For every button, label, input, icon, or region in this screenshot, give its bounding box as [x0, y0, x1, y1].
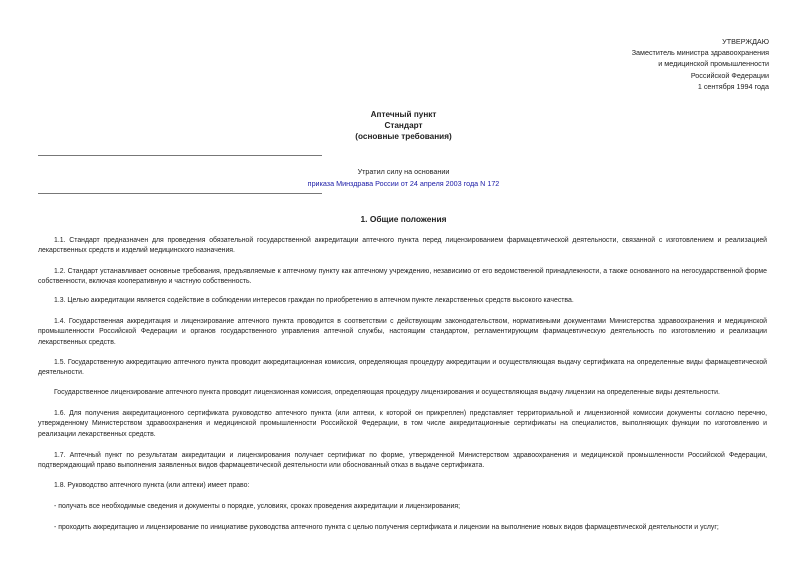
- title-line: Стандарт: [384, 121, 423, 130]
- divider-bottom: [38, 193, 322, 194]
- paragraph-1-6: 1.6. Для получения аккредитационного сертификата руководство аптечного пункта (или аптеки, к которой он прикреплен) представляет территориальной и лицензионной комиссии документы согласно перечню, утвержденному Министерством здравоохранения и медицинской промышленности Российской Федерации, в том числе аккредитационные сертификаты на специалистов, выполняющих функции по изготовлению и реализации лекарственных средств.: [38, 410, 767, 438]
- paragraph-1-7: 1.7. Аптечный пункт по результатам аккредитации и лицензирования получает сертификат по форме, утвержденной Министерством здравоохранения и медицинской промышленности Российской Федерации, подтверждающий право выполнения заявленных видов фармацевтической деятельности или обоснованный отказ в выдаче сертификата.: [38, 452, 767, 470]
- divider-top: [38, 155, 322, 156]
- approval-line: Заместитель министра здравоохранения: [631, 48, 769, 58]
- paragraph-1-3: 1.3. Целью аккредитации является содействие в соблюдении интересов граждан по приобретению в аптечном пункте лекарственных средств высокого качества.: [54, 297, 574, 304]
- paragraph-1-8: 1.8. Руководство аптечного пункта (или аптеки) имеет право:: [54, 482, 250, 489]
- approval-line: Российской Федерации: [690, 70, 769, 80]
- title-line: Аптечный пункт: [370, 110, 437, 119]
- repeal-text: Утратил силу на основании: [357, 167, 450, 176]
- paragraph-1-5: 1.5. Государственную аккредитацию аптечного пункта проводит аккредитационная комиссия, определяющая процедуру аккредитации и осуществляющая выдачу сертификата на определенные виды фармацевтической деятельности.: [38, 359, 767, 377]
- section-title: 1. Общие положения: [360, 214, 447, 224]
- approval-block: [632, 36, 769, 92]
- paragraph-1-1: 1.1. Стандарт предназначен для проведения обязательной государственной аккредитации аптечного пункта перед лицензированием фармацевтической деятельности, связанной с изготовлением и реализацией лекарственных средств и изделий медицинского назначения.: [38, 237, 767, 255]
- document-title: [0, 109, 807, 142]
- paragraph-licensing: Государственное лицензирование аптечного пункта проводит лицензионная комиссия, определяющая процедуру лицензирования и осуществляющая выдачу лицензии на определенные виды деятельности.: [54, 389, 720, 396]
- title-line: (основные требования): [355, 132, 452, 141]
- list-item: - проходить аккредитацию и лицензирование по инициативе руководства аптечного пункта с целью получения сертификата и лицензии на выполнение новых видов фармацевтической деятельности и услуг;: [54, 524, 719, 531]
- approval-date: 1 сентября 1994 года: [697, 81, 769, 91]
- approval-line: и медицинской промышленности: [658, 59, 769, 69]
- list-item: - получать все необходимые сведения и документы о порядке, условиях, сроках проведения аккредитации и лицензирования;: [54, 503, 461, 510]
- approval-line: УТВЕРЖДАЮ: [722, 37, 769, 46]
- repeal-notice: [0, 166, 807, 190]
- paragraph-1-4: 1.4. Государственная аккредитация и лицензирование аптечного пункта проводится в соответствии с действующим законодательством, нормативными документами Министерства здравоохранения и медицинской промышленности Российской Федерации и органов государственного управления аптечной службы, настоящим стандартом, регламентирующим фармацевтическую деятельность по изготовлению и реализации лекарственных средств.: [38, 318, 767, 346]
- paragraph-1-2: 1.2. Стандарт устанавливает основные требования, предъявляемые к аптечному пункту как аптечному учреждению, независимо от его ведомственной принадлежности, а также основанного на негосударственной форме собственности, включая кооперативную и частную собственность.: [38, 268, 767, 286]
- repeal-order-link[interactable]: приказа Минздрава России от 24 апреля 2003 года N 172: [307, 179, 500, 188]
